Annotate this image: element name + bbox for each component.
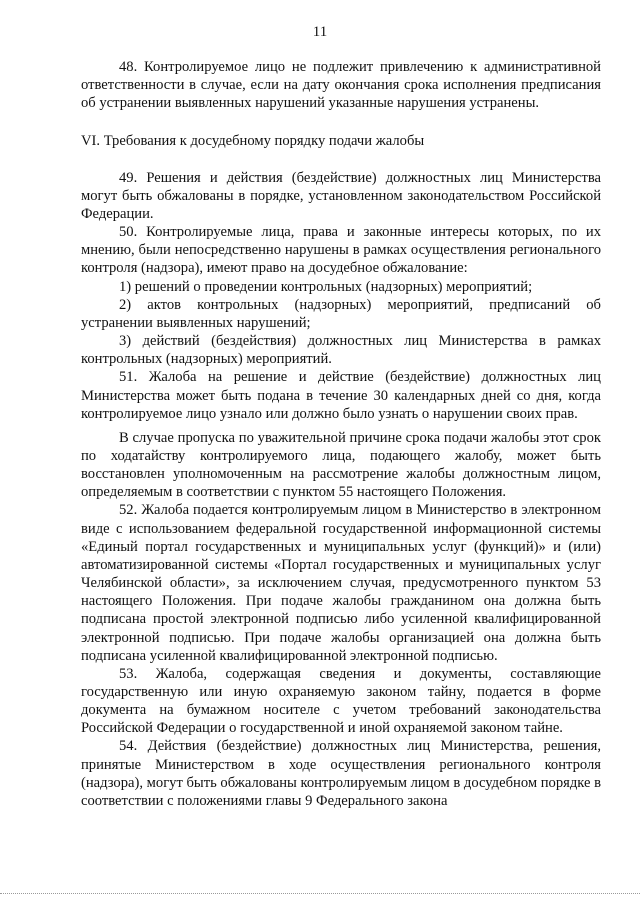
paragraph-48: 48. Контролируемое лицо не подлежит привлечению к административной ответственности в случае, если на дату окончания срока исполнения предписания об устранении выявленных нарушений указанные нарушения устранены. — [81, 59, 601, 112]
paragraph-52: 52. Жалоба подается контролируемым лицом в Министерство в электронном виде с использованием федеральной государственной информационной системы «Единый портал государственных и муниципальных услуг (функций)» и (или) автоматизированной системы «Портал государственных и муниципальных услуг Челябинской области», за исключением случая, предусмотренного пунктом 53 настоящего Положения. При подаче жалобы гражданином она должна быть подписана простой электронной подписью либо усиленной квалифицированной электронной подписью. При подаче жалобы организацией она должна быть подписана усиленной квалифицированной электронной подписью. — [81, 502, 601, 664]
paragraph-50: 50. Контролируемые лица, права и законные интересы которых, по их мнению, были непосредственно нарушены в рамках осуществления регионального контроля (надзора), имеют право на досудебное обжалование: — [81, 224, 601, 277]
document-body — [81, 58, 601, 810]
paragraph-51-continuation: В случае пропуска по уважительной причине срока подачи жалобы этот срок по ходатайству контролируемого лица, подающего жалобу, может быть восстановлен уполномоченным на рассмотрение жалобы должностным лицом, определяемым в соответствии с пунктом 55 настоящего Положения. — [81, 429, 601, 501]
page-number: 11 — [312, 24, 328, 40]
paragraph-50-item-3: 3) действий (бездействия) должностных лиц Министерства в рамках контрольных (надзорных) мероприятий. — [81, 333, 601, 368]
paragraph-50-item-1: 1) решений о проведении контрольных (надзорных) мероприятий; — [119, 278, 533, 295]
paragraph-54: 54. Действия (бездействие) должностных лиц Министерства, решения, принятые Министерством в ходе осуществления регионального контроля (надзора), могут быть обжалованы контролируемым лицом в досудебном порядке в соответствии с положениями главы 9 Федерального закона — [81, 738, 602, 809]
section-heading: VI. Требования к досудебному порядку подачи жалобы — [81, 133, 425, 150]
page-bottom-divider — [0, 893, 640, 894]
paragraph-51: 51. Жалоба на решение и действие (бездействие) должностных лиц Министерства может быть подана в течение 30 календарных дней со дня, когда контролируемое лицо узнало или должно было узнать о нарушении своих прав. — [81, 369, 601, 422]
paragraph-50-item-2: 2) актов контрольных (надзорных) мероприятий, предписаний об устранении выявленных нарушений; — [81, 296, 601, 331]
paragraph-53: 53. Жалоба, содержащая сведения и документы, составляющие государственную или иную охраняемую законом тайну, подается в форме документа на бумажном носителе с учетом требований законодательства Российской Федерации о государственной и иной охраняемой законом тайне. — [81, 665, 601, 737]
paragraph-49: 49. Решения и действия (бездействие) должностных лиц Министерства могут быть обжалованы в порядке, установленном законодательством Российской Федерации. — [81, 169, 601, 222]
